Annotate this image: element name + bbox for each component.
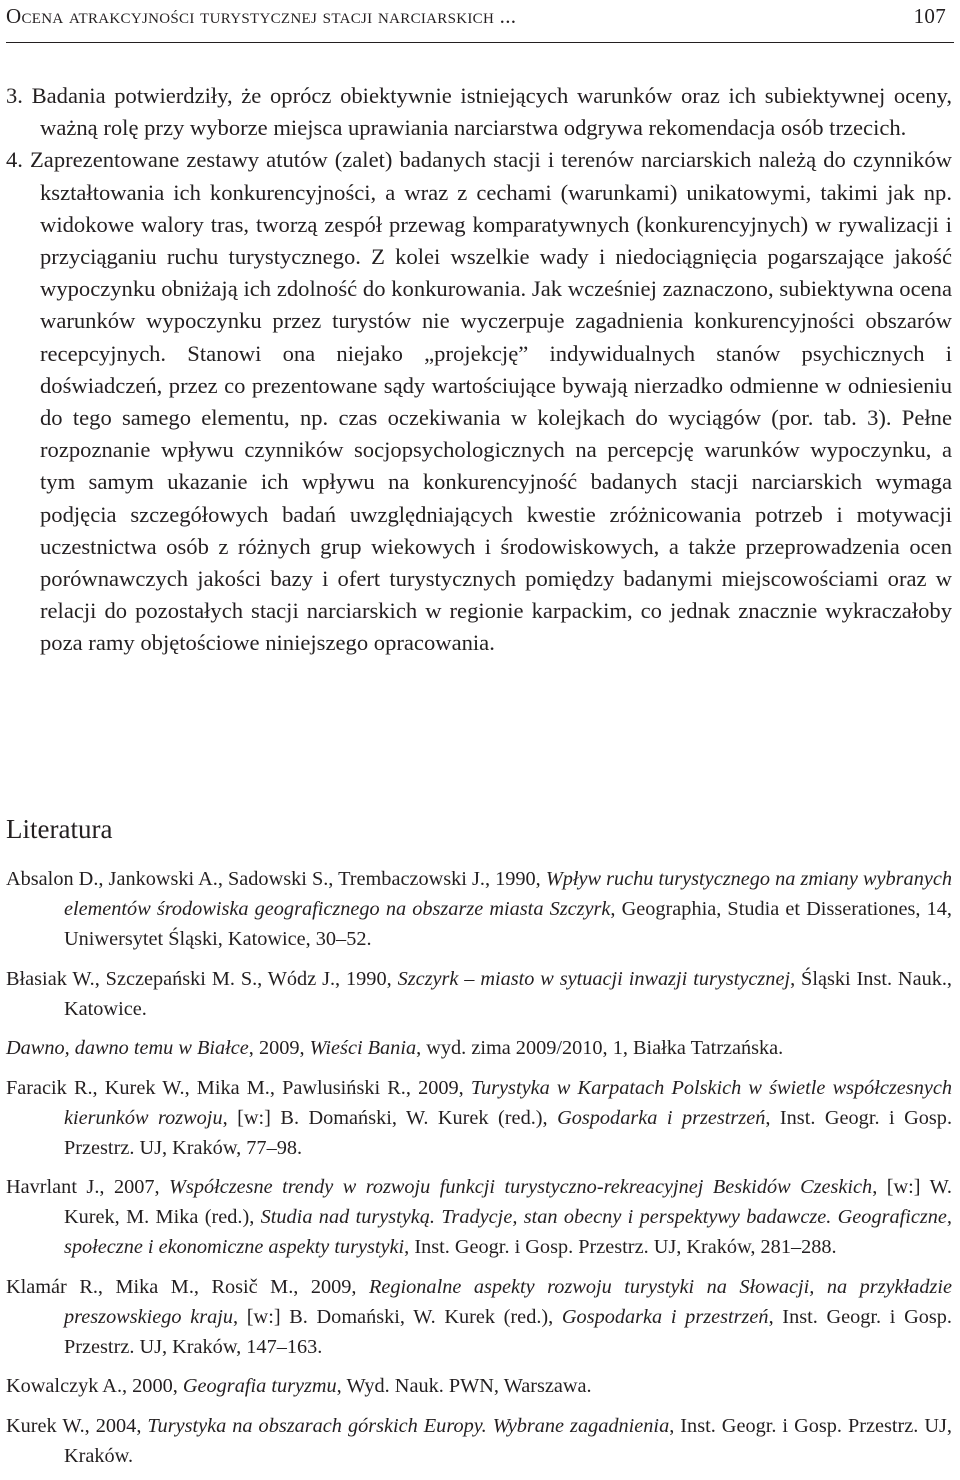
reference-entry (6, 1073, 952, 1163)
reference-entry (6, 1371, 952, 1401)
page-number: 107 (913, 4, 946, 28)
ref-text: Kurek W., 2004, (6, 1414, 148, 1437)
ref-title: Dawno, dawno temu w Białce (6, 1037, 249, 1059)
ref-text: , 2009, (248, 1037, 310, 1059)
reference-entry (6, 1272, 952, 1362)
ref-text: , [w:] B. Domański, W. Kurek (red.), (222, 1106, 558, 1129)
ref-text: , [w:] B. Domański, W. Kurek (red.), (233, 1305, 562, 1328)
reference-entry (6, 1411, 952, 1471)
ref-title: Wieści Bania (309, 1037, 417, 1059)
ref-title: Geografia turyzmu (182, 1375, 337, 1397)
ref-text: , Inst. Geogr. i Gosp. Przestrz. UJ, Kraków, 281–288. (404, 1236, 837, 1258)
reference-entry (6, 1033, 952, 1063)
ref-text: Klamár R., Mika M., Rosič M., 2009, (6, 1275, 369, 1298)
ref-text: Faracik R., Kurek W., Mika M., Pawlusiński R., 2009, (6, 1076, 471, 1099)
ref-text: , [w:] W. Kurek, M. Mika (red.), (64, 1176, 952, 1228)
conclusion-item: 4. Zaprezentowane zestawy atutów (zalet) badanych stacji i terenów narciarskich należą do czynników kształtowania ich konkurencyjności, a wraz z cechami (warunkami) unikatowymi, takimi jak np. widokowe walory tras, tworzą zespół przewag komparatywnych (konkurencyjnych) w rywalizacji i przyciąganiu ruchu turystycznego. Z kolei wszelkie wady i niedociągnięcia pogarszające jakość wypoczynku obniżają ich zdolność do konkurowania. Jak wcześniej zaznaczono, subiektywna ocena warunków wypoczynku przez turystów nie wyczerpuje zagadnienia konkurencyjności obszarów recepcyjnych. Stanowi ona niejako „projekcję” indywidualnych stanów psychicznych i doświadczeń, przez co prezentowane sądy wartościujące bywają nierzadko odmienne w odniesieniu do tego samego elementu, np. czas oczekiwania w kolejkach do wyciągów (por. tab. 3). Pełne rozpoznanie wpływu czynników socjopsychologicznych na percepcję warunków wypoczynku, a tym samym ukazanie ich wpływu na konkurencyjność badanych stacji narciarskich wymaga podjęcia szczegółowych badań uwzględniających kwestie zróżnicowania potrzeb i motywacji uczestnictwa osób z różnych grup wiekowych i środowiskowych, a także przeprowadzenia ocen porównawczych jakości bazy i ofert turystycznych pomiędzy badanymi miejscowościami oraz w relacji do pozostałych stacji narciarskich w regionie karpackim, co jednak znacznie wykraczałoby poza ramy objętościowe niniejszego opracowania. (6, 147, 952, 656)
ref-title: Turystyka w Karpatach Polskich w świetle współczesnych kierunków rozwoju (64, 1076, 952, 1129)
reference-entry (6, 964, 952, 1024)
ref-text: Absalon D., Jankowski A., Sadowski S., Trembaczowski J., 1990, (6, 868, 546, 890)
header-rule (6, 42, 954, 43)
ref-text: Havrlant J., 2007, (6, 1176, 170, 1198)
literature-heading: Literatura (6, 814, 113, 844)
reference-entry (6, 1172, 952, 1262)
ref-title: Szczyrk – miasto w sytuacji inwazji turystycznej (397, 967, 791, 990)
conclusions-list (6, 80, 952, 660)
ref-title: Gospodarka i przestrzeń (561, 1305, 769, 1328)
ref-text: , Geographia, Studia et Disserationes, 14, Uniwersytet Śląski, Katowice, 30–52. (64, 898, 952, 950)
ref-title: Turystyka na obszarach górskich Europy. Wybrane zagadnienia (147, 1414, 670, 1437)
ref-title: Współczesne trendy w rozwoju funkcji turystyczno-rekreacyjnej Beskidów Czeskich (169, 1176, 873, 1198)
ref-text: , wyd. zima 2009/2010, 1, Białka Tatrzańska. (416, 1037, 784, 1059)
running-header (6, 4, 954, 32)
ref-title: Regionalne aspekty rozwoju turystyki na Słowacji, na przykładzie preszowskiego kraju (64, 1275, 952, 1328)
ref-text: , Inst. Geogr. i Gosp. Przestrz. UJ, Kraków, 147–163. (64, 1305, 952, 1358)
reference-entry (6, 864, 952, 954)
ref-text: Błasiak W., Szczepański M. S., Wódz J., 1990, (6, 967, 398, 990)
conclusion-item: 3. Badania potwierdziły, że oprócz obiektywnie istniejących warunków oraz ich subiektywnej oceny, ważną rolę przy wyborze miejsca uprawiania narciarstwa odgrywa rekomendacja osób trzecich. (6, 83, 952, 141)
ref-title: Gospodarka i przestrzeń (557, 1106, 766, 1129)
reference-list (6, 864, 952, 1480)
ref-text: , Inst. Geogr. i Gosp. Przestrz. UJ, Kraków. (64, 1414, 952, 1467)
ref-title: Studia nad turystyką. Tradycje, stan obecny i perspektywy badawcze. Geograficzne, społeczne i ekonomiczne aspekty turystyki (64, 1206, 952, 1258)
ref-title: Wpływ ruchu turystycznego na zmiany wybranych elementów środowiska geograficznego na obszarze miasta Szczyrk (64, 868, 952, 920)
ref-text: , Wyd. Nauk. PWN, Warszawa. (336, 1375, 592, 1397)
ref-text: Kowalczyk A., 2000, (6, 1375, 183, 1397)
running-header-title: Ocena atrakcyjności turystycznej stacji narciarskich ... (6, 4, 517, 28)
ref-text: , Śląski Inst. Nauk., Katowice. (64, 967, 953, 1020)
ref-text: , Inst. Geogr. i Gosp. Przestrz. UJ, Kraków, 77–98. (64, 1106, 953, 1159)
